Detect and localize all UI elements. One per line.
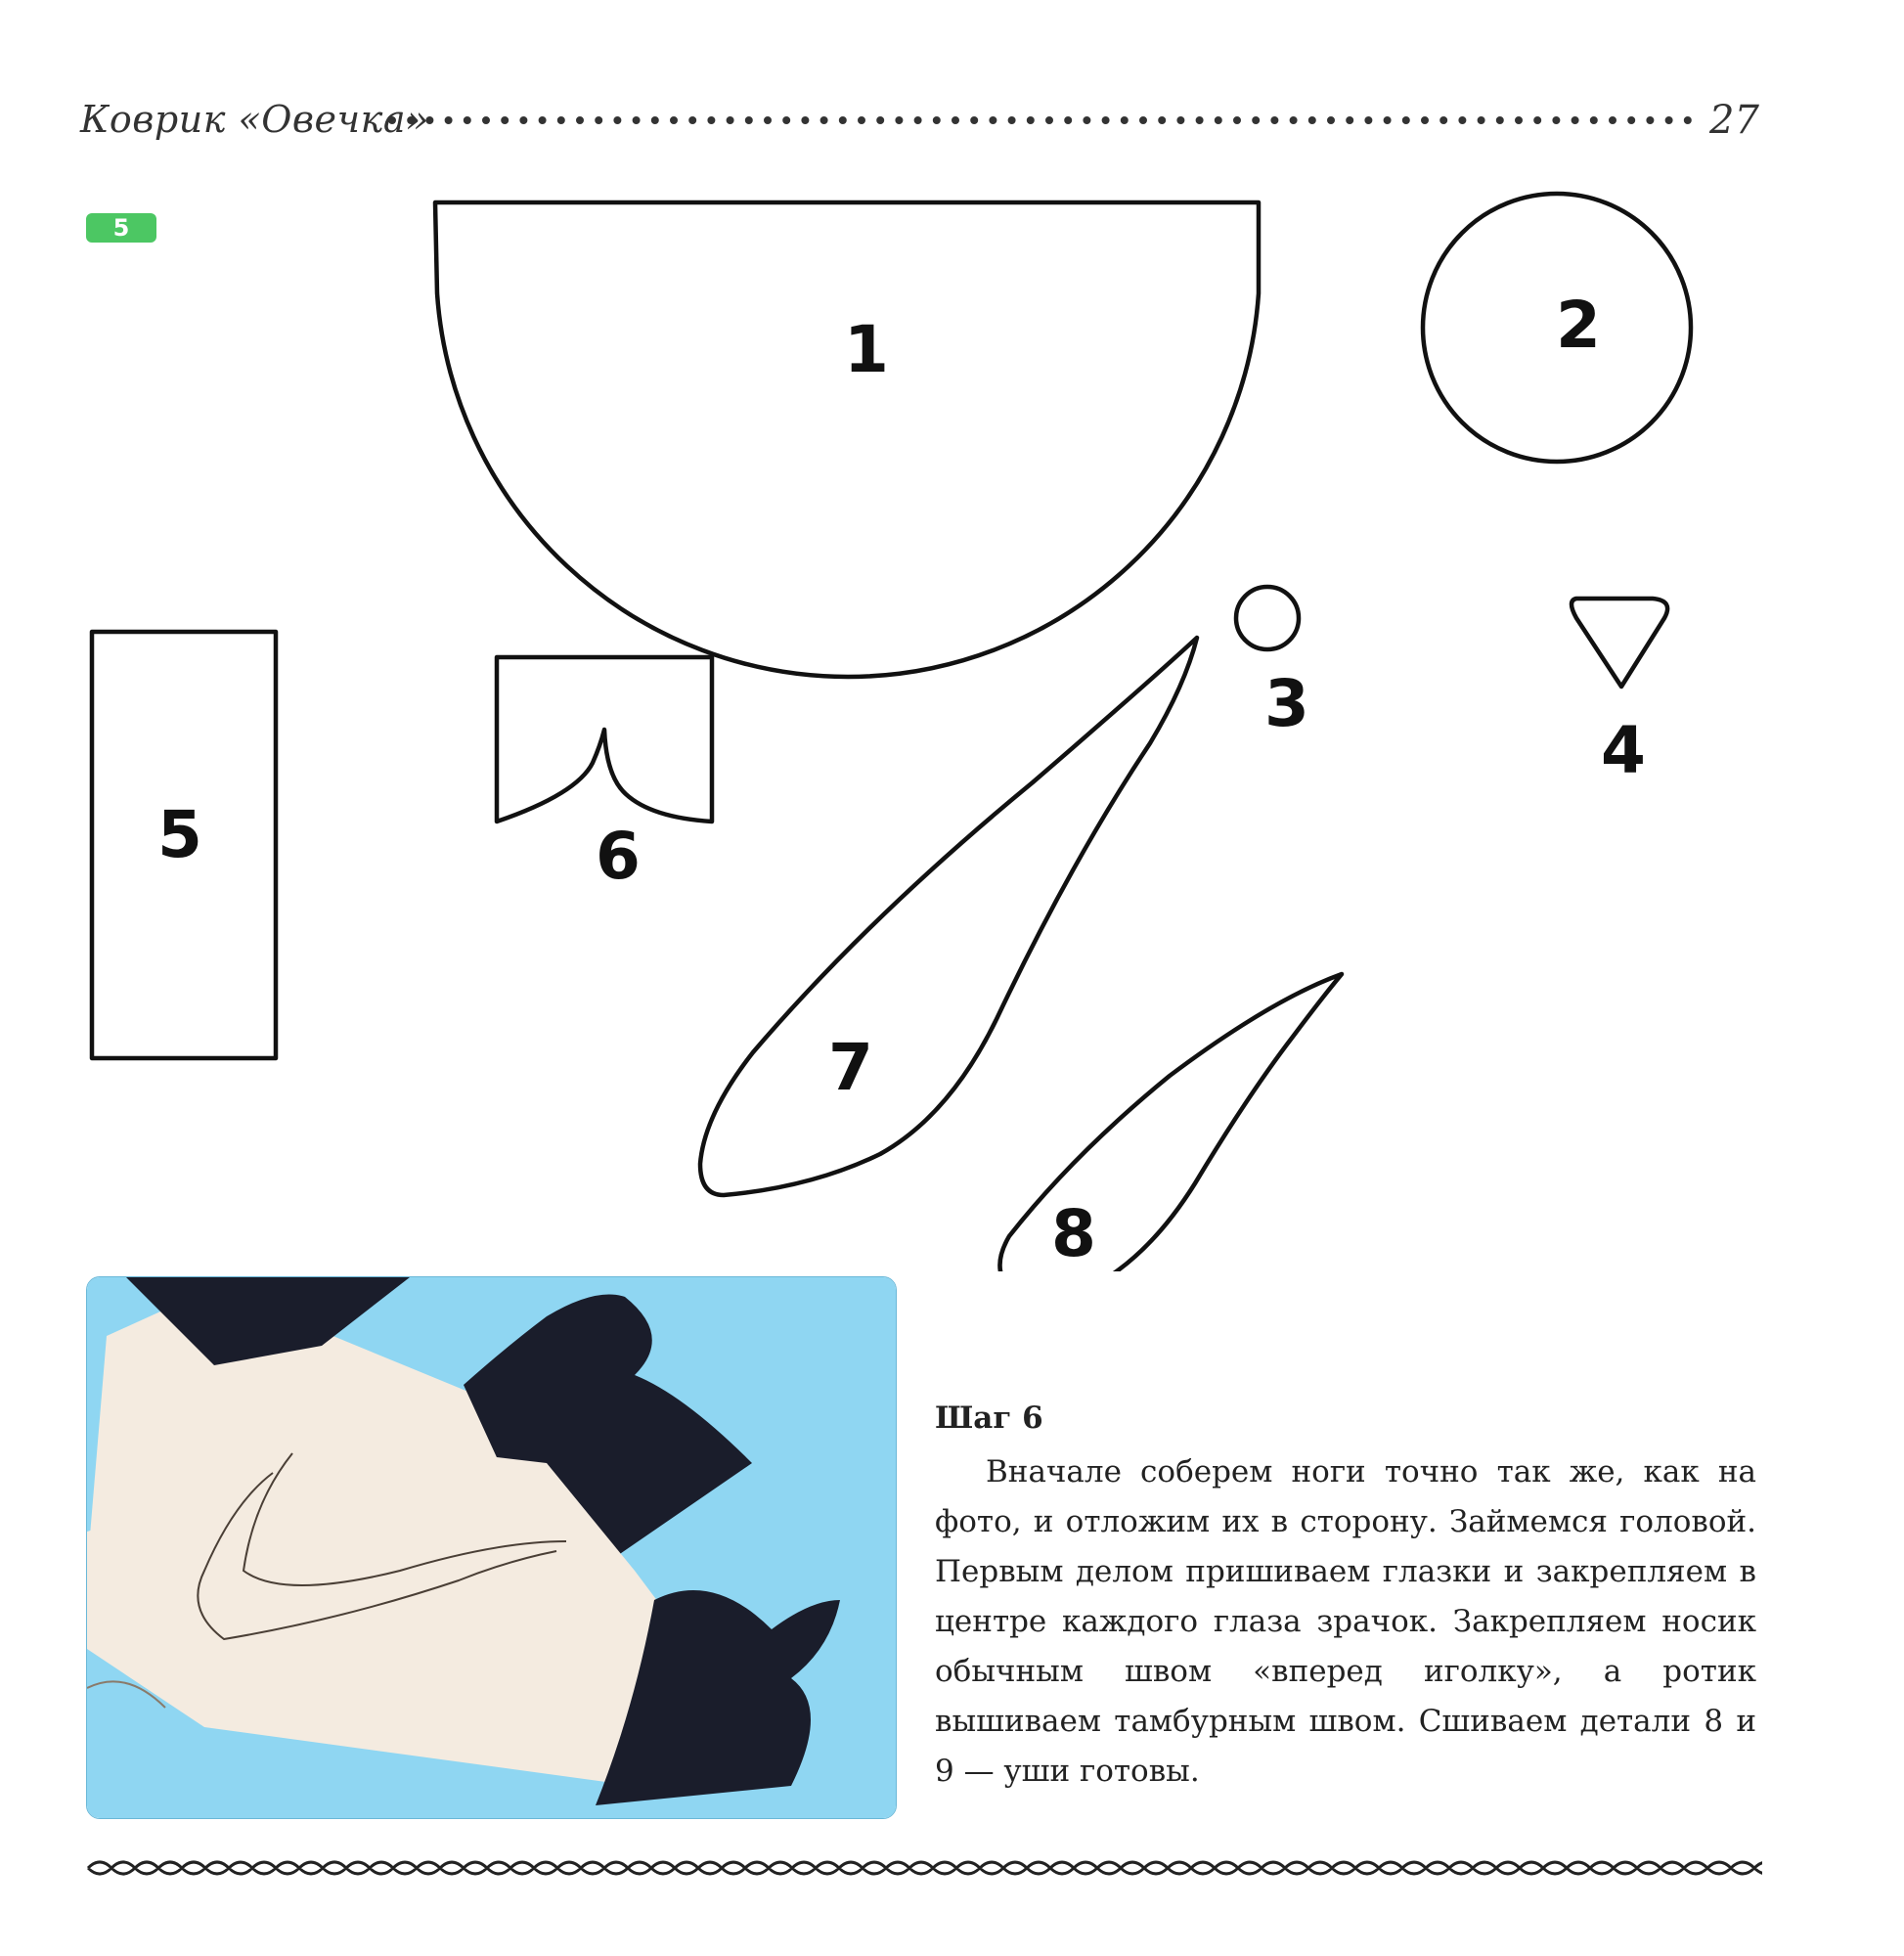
pattern-piece-3 (1236, 587, 1299, 649)
pattern-label-3: 3 (1264, 666, 1309, 741)
header-title: Коврик «Овечка» (80, 98, 429, 141)
pattern-label-2: 2 (1556, 288, 1601, 363)
pattern-label-1: 1 (844, 312, 889, 387)
pattern-label-6: 6 (596, 819, 641, 894)
page-number: 27 (1709, 98, 1759, 143)
pattern-piece-1 (435, 202, 1259, 677)
pattern-label-5: 5 (157, 797, 202, 872)
pattern-label-7: 7 (828, 1030, 873, 1105)
step-photo (86, 1276, 897, 1819)
footer-decorative-rule (84, 1856, 1762, 1880)
pattern-piece-7 (700, 638, 1197, 1195)
pattern-label-4: 4 (1601, 713, 1646, 788)
figure-badge: 5 (86, 213, 156, 243)
pattern-piece-6 (497, 657, 712, 822)
step-text: Вначале соберем ноги точно так же, как на фото, и отложим их в сторону. Займемся головой. Первым делом пришиваем глазки и закрепляем в центре каждого глаза зрачок. Закрепляем носик обычным швом «вперед иголку», а ротик вышиваем тамбурным швом. Сшиваем детали 8 и 9 — уши готовы. (935, 1454, 1756, 1789)
step-title: Шаг 6 (935, 1400, 1043, 1436)
pattern-piece-4 (1572, 599, 1667, 687)
pattern-label-8: 8 (1051, 1196, 1096, 1271)
